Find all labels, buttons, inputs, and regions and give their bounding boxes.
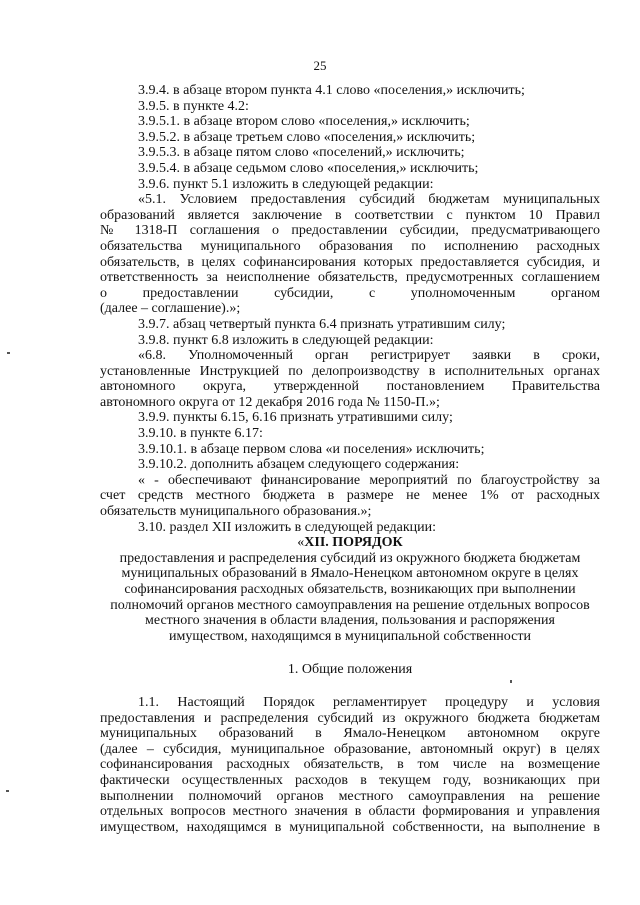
subtitle-line: муниципальных образований в Ямало-Ненецком автономном округе в целях <box>121 566 579 582</box>
subtitle-line: софинансирования расходных обязательств, возникающих при выполнении <box>124 582 576 597</box>
item-3-9-6: 3.9.6. пункт 5.1 изложить в следующей редакции: <box>138 176 434 192</box>
paragraph-line: выполнении полномочий органов местного самоуправления на решение <box>100 788 600 804</box>
item-3-9-5-4: 3.9.5.4. в абзаце седьмом слово «поселения,» исключить; <box>138 160 479 176</box>
quote-line: (далее – соглашение).»; <box>100 301 241 317</box>
quote-6-17 <box>100 473 600 520</box>
item-3-9-10-2: 3.9.10.2. дополнить абзацем следующего содержания: <box>138 457 460 473</box>
subtitle-line: местного значения в области владения, пользования и распоряжения <box>145 613 555 629</box>
general-provisions-title: 1. Общие положения <box>287 662 413 678</box>
item-3-9-5-2: 3.9.5.2. в абзаце третьем слово «поселения,» исключить; <box>138 129 476 145</box>
item-3-9-4: 3.9.4. в абзаце втором пункта 4.1 слово «поселения,» исключить; <box>138 83 525 98</box>
scan-mark <box>510 680 512 683</box>
quote-line: счет средств местного бюджета в размере не менее 1% от расходных <box>100 488 600 504</box>
item-3-9-5: 3.9.5. в пункте 4.2: <box>138 98 249 114</box>
quote-line: ответственность за неисполнение обязательств, предусмотренных соглашением <box>100 270 600 286</box>
section-heading <box>100 535 600 551</box>
quote-line: установленные Инструкцией по делопроизводству в исполнительных органах <box>100 363 600 379</box>
item-3-9-10-1: 3.9.10.1. в абзаце первом слова «и поселения» исключить; <box>138 441 485 457</box>
quote-line: обязательств, в целях софинансирования которых предоставляется субсидия, и <box>100 254 600 270</box>
quote-line: образований является заключение в соответствии с пунктом 10 Правил <box>100 207 600 223</box>
quote-line: обязательств муниципального образования.»; <box>100 504 372 520</box>
item-3-9-8: 3.9.8. пункт 6.8 изложить в следующей редакции: <box>138 332 434 348</box>
heading-quote-mark: « <box>297 535 305 551</box>
item-3-9-5-3: 3.9.5.3. в абзаце пятом слово «поселений,» исключить; <box>138 145 465 161</box>
quote-line: автономного округа, утвержденной постановлением Правительства <box>100 379 600 395</box>
item-3-9-7: 3.9.7. абзац четвертый пункта 6.4 признать утратившим силу; <box>138 316 506 332</box>
item-3-9-10: 3.9.10. в пункте 6.17: <box>138 426 263 442</box>
scan-mark <box>6 790 9 792</box>
heading-subtitle <box>100 551 600 645</box>
subtitle-line: полномочий органов местного самоуправления на решение отдельных вопросов <box>110 597 590 613</box>
quote-line: «5.1. Условием предоставления субсидий бюджетам муниципальных <box>138 192 600 208</box>
scan-mark <box>7 352 10 354</box>
subtitle-line: предоставления и распределения субсидий из окружного бюджета бюджетам <box>119 550 581 566</box>
paragraph-line: имуществом, находящимся в муниципальной собственности, на выполнение в <box>100 819 600 835</box>
subtitle-line: имуществом, находящимся в муниципальной собственности <box>169 628 531 644</box>
item-3-9-5-1: 3.9.5.1. в абзаце втором слово «поселения,» исключить; <box>138 114 470 130</box>
page-number: 25 <box>313 58 327 73</box>
paragraph-1-1 <box>100 695 600 835</box>
paragraph-line: фактически осуществленных расходов в текущем году, возникающих при <box>100 772 600 788</box>
quote-line: «6.8. Уполномоченный орган регистрирует заявки в сроки, <box>138 348 600 364</box>
quote-line: автономного округа от 12 декабря 2016 года № 1150-П.»; <box>100 394 440 410</box>
paragraph-line: муниципальных образований в Ямало-Ненецком автономном округе <box>100 726 600 742</box>
quote-line: обязательства муниципального образования по исполнению расходных <box>100 238 600 254</box>
quote-5-1 <box>100 192 600 317</box>
quote-line: « - обеспечивают финансирование мероприятий по благоустройству за <box>138 472 600 488</box>
paragraph-line: (далее – субсидия, муниципальное образование, автономный округ) в целях <box>100 741 600 757</box>
paragraph-line: 1.1. Настоящий Порядок регламентирует процедуру и условия <box>138 694 600 710</box>
paragraph-line: софинансирования расходных обязательств, в том числе на возмещение <box>100 757 600 773</box>
item-3-9-9: 3.9.9. пункты 6.15, 6.16 признать утратившими силу; <box>138 410 453 426</box>
paragraph-line: предоставления и распределения субсидий из окружного бюджета бюджетам <box>100 710 600 726</box>
item-3-10: 3.10. раздел XII изложить в следующей редакции: <box>138 519 437 535</box>
heading-title: XII. ПОРЯДОК <box>304 535 403 551</box>
quote-6-8 <box>100 348 600 410</box>
quote-line: о предоставлении субсидии, с уполномоченным органом <box>100 285 600 301</box>
paragraph-line: отдельных вопросов местного значения в области формирования и управления <box>100 804 600 820</box>
quote-line: № 1318-П соглашения о предоставлении субсидии, предусматривающего <box>100 223 600 239</box>
document-body <box>100 83 600 835</box>
